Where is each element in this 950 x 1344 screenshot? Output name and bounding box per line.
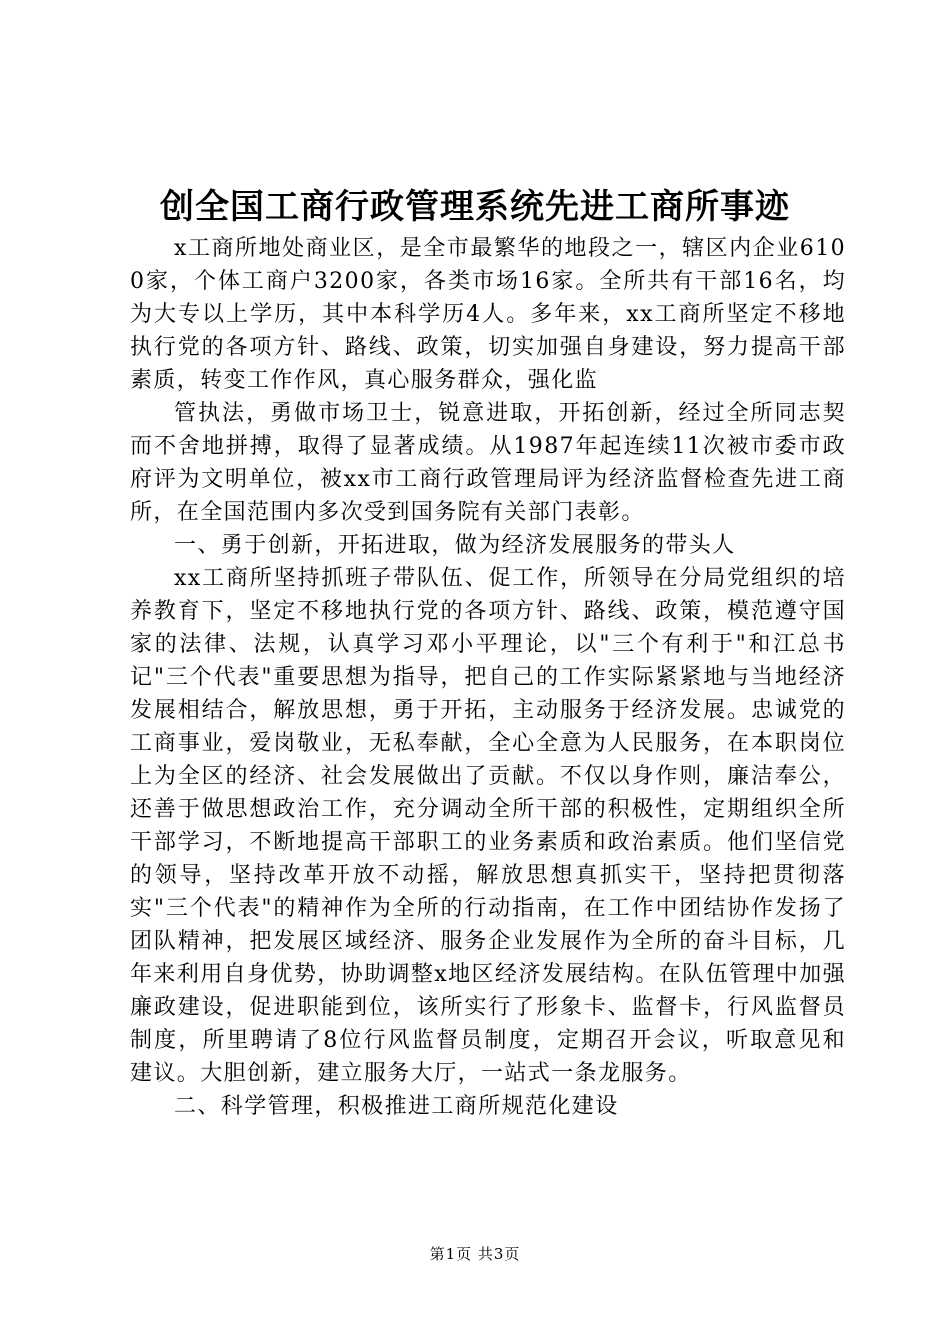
paragraph-intro: x工商所地处商业区，是全市最繁华的地段之一，辖区内企业6100家，个体工商户3200家，各类市场16家。全所共有干部16名，均为大专以上学历，其中本科学历4人。多年来，xx工商所坚定不移地执行党的各项方针、路线、政策，切实加强自身建设，努力提高干部素质，转变工作作风，真心服务群众，强化监 (130, 236, 846, 393)
section-heading-2: 二、科学管理，积极推进工商所规范化建设 (174, 1094, 619, 1119)
paragraph-section-1: xx工商所坚持抓班子带队伍、促工作，所领导在分局党组织的培养教育下，坚定不移地执行党的各项方针、路线、政策，模范遵守国家的法律、法规，认真学习邓小平理论，以"三个有利于"和江总书记"三个代表"重要思想为指导，把自己的工作实际紧紧地与当地经济发展相结合，解放思想，勇于开拓，主动服务于经济发展。忠诚党的工商事业，爱岗敬业，无私奉献，全心全意为人民服务，在本职岗位上为全区的经济、社会发展做出了贡献。不仅以身作则，廉洁奉公，还善于做思想政治工作，充分调动全所干部的积极性，定期组织全所干部学习，不断地提高干部职工的业务素质和政治素质。他们坚信党的领导，坚持改革开放不动摇，解放思想真抓实干，坚持把贯彻落实"三个代表"的精神作为全所的行动指南，在工作中团结协作发扬了团队精神，把发展区域经济、服务企业发展作为全所的奋斗目标，几年来利用自身优势，协助调整x地区经济发展结构。在队伍管理中加强廉政建设，促进职能到位，该所实行了形象卡、监督卡，行风监督员制度，所里聘请了8位行风监督员制度，定期召开会议，听取意见和建议。大胆创新，建立服务大厅，一站式一条龙服务。 (130, 566, 846, 1086)
document-title: 创全国工商行政管理系统先进工商所事迹 (160, 187, 790, 227)
page-number-footer: 第1页 共3页 (429, 1245, 521, 1263)
document-body (130, 232, 846, 1123)
section-heading-1: 一、勇于创新，开拓进取，做为经济发展服务的带头人 (174, 533, 736, 558)
paragraph-achievements: 管执法，勇做市场卫士，锐意进取，开拓创新，经过全所同志契而不舍地拼搏，取得了显著成绩。从1987年起连续11次被市委市政府评为文明单位，被xx市工商行政管理局评为经济监督检查先进工商所，在全国范围内多次受到国务院有关部门表彰。 (130, 401, 846, 525)
